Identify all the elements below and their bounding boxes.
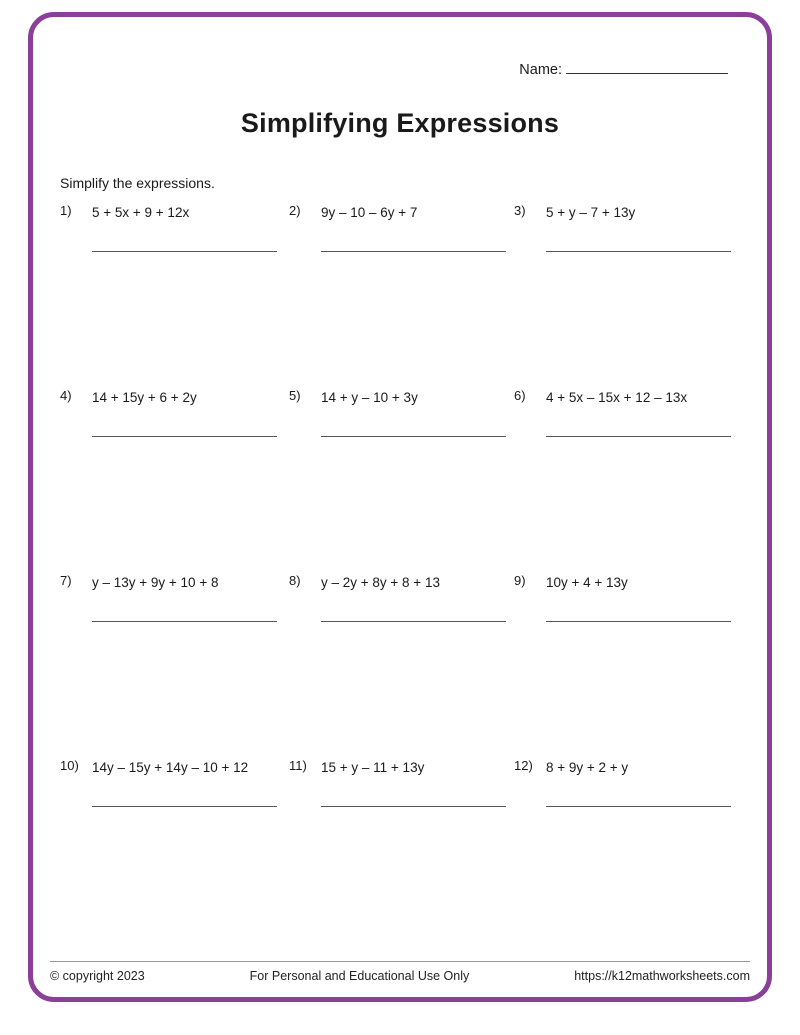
problem-number: 12)	[514, 758, 533, 773]
answer-line	[92, 436, 277, 437]
problem-8	[289, 575, 514, 760]
problem-number: 9)	[514, 573, 526, 588]
answer-line	[546, 436, 731, 437]
problem-expression: y – 2y + 8y + 8 + 13	[321, 575, 440, 590]
answer-line	[546, 251, 731, 252]
problem-4	[60, 390, 289, 575]
problem-expression: y – 13y + 9y + 10 + 8	[92, 575, 219, 590]
problem-7	[60, 575, 289, 760]
page-title: Simplifying Expressions	[240, 108, 560, 138]
problem-6	[514, 390, 740, 575]
problem-number: 10)	[60, 758, 79, 773]
problem-10	[60, 760, 289, 945]
problem-1	[60, 205, 289, 390]
answer-line	[546, 806, 731, 807]
problem-12	[514, 760, 740, 945]
problem-expression: 9y – 10 – 6y + 7	[321, 205, 418, 220]
problem-number: 2)	[289, 203, 301, 218]
answer-line	[92, 621, 277, 622]
problem-expression: 5 + 5x + 9 + 12x	[92, 205, 190, 220]
problem-11	[289, 760, 514, 945]
problem-expression: 15 + y – 11 + 13y	[321, 760, 425, 775]
problem-expression: 4 + 5x – 15x + 12 – 13x	[546, 390, 688, 405]
problem-number: 1)	[60, 203, 72, 218]
problem-expression: 8 + 9y + 2 + y	[546, 760, 629, 775]
problem-expression: 14 + y – 10 + 3y	[321, 390, 418, 405]
problem-expression: 5 + y – 7 + 13y	[546, 205, 636, 220]
answer-line	[321, 436, 506, 437]
footer	[50, 961, 750, 983]
answer-line	[321, 621, 506, 622]
footer-url-link[interactable]: https://k12mathworksheets.com	[574, 969, 750, 983]
footer-copyright: © copyright 2023	[50, 969, 145, 983]
name-row	[519, 60, 728, 78]
instructions-text: Simplify the expressions.	[60, 175, 215, 191]
footer-usage-note: For Personal and Educational Use Only	[249, 969, 470, 983]
answer-line	[92, 806, 277, 807]
problem-expression: 10y + 4 + 13y	[546, 575, 628, 590]
problem-2	[289, 205, 514, 390]
answer-line	[321, 806, 506, 807]
problem-number: 4)	[60, 388, 72, 403]
problem-expression: 14 + 15y + 6 + 2y	[92, 390, 197, 405]
problem-3	[514, 205, 740, 390]
answer-line	[92, 251, 277, 252]
problem-number: 8)	[289, 573, 301, 588]
name-label: Name:	[519, 62, 562, 78]
problem-9	[514, 575, 740, 760]
problem-5	[289, 390, 514, 575]
answer-line	[321, 251, 506, 252]
problem-number: 11)	[289, 758, 307, 773]
problem-number: 5)	[289, 388, 301, 403]
problem-expression: 14y – 15y + 14y – 10 + 12	[92, 760, 249, 775]
problem-number: 3)	[514, 203, 526, 218]
name-blank-line	[566, 60, 728, 74]
problems-grid	[60, 205, 740, 945]
problem-number: 7)	[60, 573, 72, 588]
problem-number: 6)	[514, 388, 526, 403]
answer-line	[546, 621, 731, 622]
